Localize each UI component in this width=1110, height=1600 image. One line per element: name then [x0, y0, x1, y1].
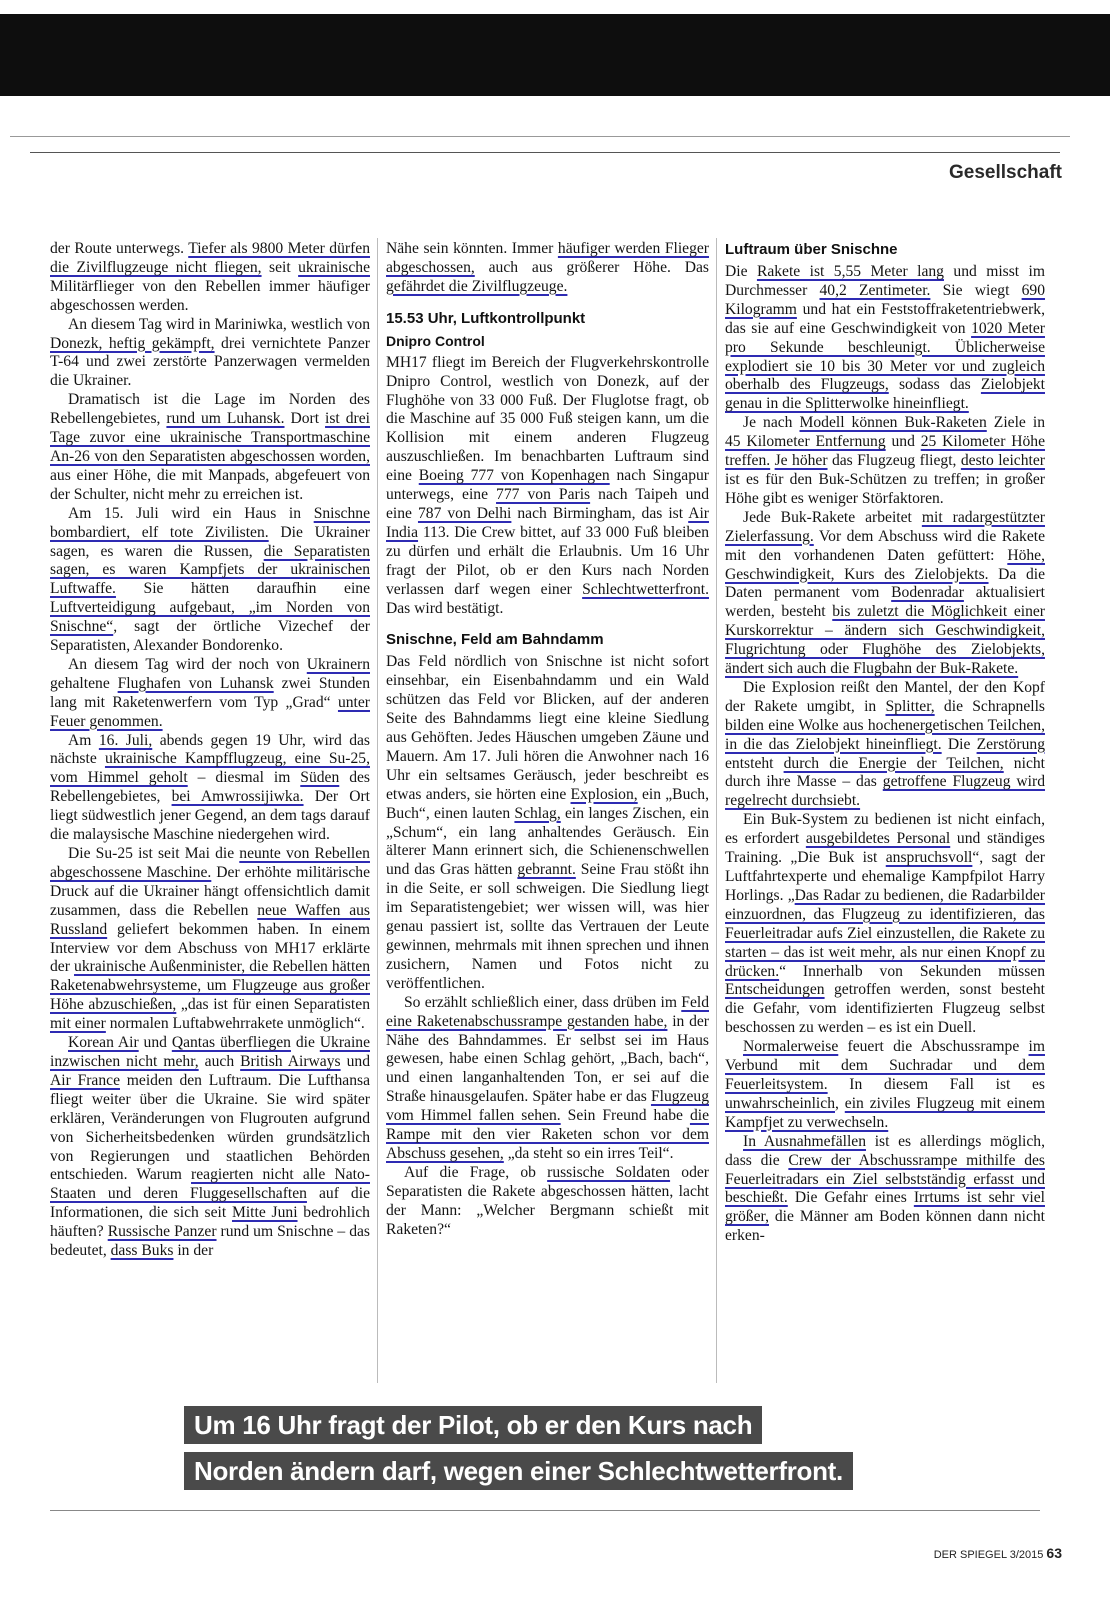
- paragraph: Ein Buk-System zu bedienen ist nicht einfach, es erfordert ausgebildetes Personal und ständiges Training. „Die Buk ist anspruchsvoll“, sagt der Luftfahrtexperte und ehemalige Kampfpilot Harry Horlings. „Das Radar zu bedienen, die Radarbilder einzuordnen, das Flugzeug zu identifizieren, das Feuerleitradar aufs Ziel einzustellen, die Rakete zu starten – das ist weit mehr, als nur einen Knopf zu drücken.“ Innerhalb von Sekunden müssen Entscheidungen getroffen werden, sonst besteht die Gefahr, vom identifizierten Flugzeug selbst beschossen zu werden – es ist ein Duell.: [725, 811, 1045, 1037]
- paragraph: Die Rakete ist 5,55 Meter lang und misst im Durchmesser 40,2 Zentimeter. Sie wiegt 690 Kilogramm und hat ein Feststoffraketentriebwerk, das sie auf eine Geschwindigkeit von 1020 Meter pro Sekunde beschleunigt. Üblicherweise explodiert sie 10 bis 30 Meter vor und zugleich oberhalb des Flugzeugs, sodass das Zielobjekt genau in die Splitterwolke hineinfliegt.: [725, 263, 1045, 413]
- subheading: Snischne, Feld am Bahndamm: [386, 631, 604, 649]
- paragraph: Die Explosion reißt den Mantel, der den Kopf der Rakete umgibt, in Splitter, die Schrapnells bilden eine Wolke aus hochenergetischen Teilchen, in die das Zielobjekt hineinfliegt. Die Zerstörung entsteht durch die Energie der Teilchen, nicht durch ihre Masse – das getroffene Flugzeug wird regelrecht durchsiebt.: [725, 678, 1046, 810]
- pull-quote-line-1: Um 16 Uhr fragt der Pilot, ob er den Kurs nach: [184, 1406, 762, 1444]
- paragraph: Auf die Frage, ob russische Soldaten oder Separatisten die Rakete abgeschossen hätten, lacht der Mann: „Welcher Bergmann schießt mit Raketen?“: [386, 1163, 709, 1238]
- page-footer: [934, 1545, 1062, 1561]
- paragraph: An diesem Tag wird in Mariniwka, westlich von Donezk, heftig gekämpft, drei vernichtete Panzer T-64 und zwei zerstörte Panzerwagen vermelden die Ukrainer.: [50, 315, 370, 390]
- section-title: Gesellschaft: [949, 162, 1062, 183]
- subheading-sub: Dnipro Control: [386, 332, 485, 349]
- paragraph: Die Su-25 ist seit Mai die neunte von Rebellen abgeschossene Maschine. Der erhöhte militärische Druck auf die Ukrainer hängt offensichtlich damit zusammen, dass die Rebellen neue Waffen aus Russland geliefert bekommen haben. In einem Interview vor dem Abschuss von MH17 erklärte der ukrainische Außenminister, die Rebellen hätten Raketenabwehrsysteme, um Flugzeuge aus großer Höhe abzuschießen, „das ist für einen Separatisten mit einer normalen Luftabwehrrakete unmöglich“.: [50, 845, 371, 1033]
- paragraph: Am 16. Juli, abends gegen 19 Uhr, wird das nächste ukrainische Kampfflugzeug, eine Su-25, vom Himmel geholt – diesmal im Süden des Rebellengebietes, bei Amwrossijiwka. Der Ort liegt südwestlich jener Gegend, an dem tags darauf die malaysische Maschine niedergehen wird.: [50, 731, 371, 844]
- paragraph: Normalerweise feuert die Abschussrampe im Verbund mit dem Suchradar und dem Feuerleitsystem. In diesem Fall ist es unwahrscheinlich, ein ziviles Flugzeug mit einem Kampfjet zu verwechseln.: [725, 1038, 1045, 1131]
- paragraph: Korean Air und Qantas überfliegen die Ukraine inzwischen nicht mehr, auch British Airways und Air France meiden den Luftraum. Die Lufthansa fliegt weiter über die Ukraine. Sie wird später erklären, Veränderungen von Flugrouten aufgrund von Sicherheitsbedenken würden grundsätzlich von Regierungen und staatlichen Behörden entschieden. Warum reagierten nicht alle Nato-Staaten und deren Fluggesellschaften auf die Informationen, die sich seit Mitte Juni bedrohlich häuften? Russische Panzer rund um Snischne – das bedeutet, dass Buks in der: [50, 1034, 371, 1260]
- header-rule: [30, 152, 1060, 153]
- article-column-2: [386, 240, 709, 1240]
- page-number: 63: [1046, 1545, 1062, 1561]
- paragraph: der Route unterwegs. Tiefer als 9800 Meter dürfen die Zivilflugzeuge nicht fliegen, seit ukrainische Militärflieger von den Rebellen immer häufiger abgeschossen werden.: [50, 240, 370, 314]
- paragraph: Je nach Modell können Buk-Raketen Ziele in 45 Kilometer Entfernung und 25 Kilometer Höhe treffen. Je höher das Flugzeug fliegt, desto leichter ist es für den Buk-Schützen zu treffen; in großer Höhe gibt es weniger Störfaktoren.: [725, 414, 1046, 507]
- page-fold-line: [10, 136, 1070, 137]
- subheading: 15.53 Uhr, Luftkontrollpunkt: [386, 309, 586, 327]
- article-column-1: [50, 240, 370, 1261]
- magazine-issue: DER SPIEGEL 3/2015: [933, 1549, 1044, 1561]
- paragraph: In Ausnahmefällen ist es allerdings möglich, dass die Crew der Abschussrampe mithilfe des Feuerleitradars ein Ziel selbstständig erfasst und beschießt. Die Gefahr eines Irrtums ist sehr viel größer, die Männer am Boden können dann nicht erken-: [725, 1132, 1045, 1245]
- scan-shadow-bar: [0, 14, 1110, 102]
- paragraph: Nähe sein könnten. Immer häufiger werden Flieger abgeschossen, auch aus größerer Höhe. Das gefährdet die Zivilflugzeuge.: [386, 240, 709, 295]
- column-separator: [716, 238, 717, 1383]
- column-separator: [377, 238, 378, 1383]
- article-column-3: [725, 240, 1045, 1246]
- page-top-edge: [0, 96, 1110, 136]
- subheading: Luftraum über Snischne: [725, 241, 898, 258]
- paragraph: Dramatisch ist die Lage im Norden des Rebellengebietes, rund um Luhansk. Dort ist drei Tage zuvor eine ukrainische Transportmaschine An-26 von den Separatisten abgeschossen worden, aus einer Höhe, die mit Manpads, abgefeuert von der Schulter, nicht mehr zu erreichen ist.: [50, 391, 370, 503]
- paragraph: An diesem Tag wird der noch von Ukrainern gehaltene Flughafen von Luhansk zwei Stunden lang mit Raketenwerfern vom Typ „Grad“ unter Feuer genommen.: [50, 655, 370, 730]
- footer-rule: [50, 1510, 1040, 1511]
- paragraph: Das Feld nördlich von Snischne ist nicht sofort einsehbar, ein Eisenbahndamm und ein Wald schützen das Feld vor Blicken, auf der anderen Seite des Bahndamms liegt eine kleine Siedlung aus Gehöften. Jedes Häuschen umgeben Zäune und Mauern. Am 17. Juli hören die Anwohner nach 16 Uhr ein seltsames Geräusch, jeder beschreibt es etwas anders, sie hörten eine Explosion, ein „Buch, Buch“, einen lauten Schlag, ein langes Zischen, ein „Schum“, ein lang anhaltendes Geräusch. Ein älterer Mann erinnert sich, die Schienenschwellen und das Gras hätten gebrannt. Seine Frau stößt ihn in die Seite, er soll schweigen. Die Siedlung liegt im Separatistengebiet; wer wissen will, was hier genau passiert ist, sollte das Vertrauen der Leute gewinnen, mehrmals mit ihnen sprechen und ihnen zusichern, Namen und Fotos nicht zu veröffentlichen.: [386, 653, 709, 992]
- paragraph: So erzählt schließlich einer, dass drüben im Feld eine Raketenabschussrampe gestanden habe, in der Nähe des Bahndammes. Er selbst sei im Haus gewesen, habe einen Schlag gehört, „Bach, bach“, und einen langanhaltenden Ton, er sei auf die Straße hinausgelaufen. Später habe er das Flugzeug vom Himmel fallen sehen. Sein Freund habe die Rampe mit den vier Raketen schon vor dem Abschuss gesehen, „da steht so ein irres Teil“.: [386, 993, 709, 1162]
- pull-quote-line-2: Norden ändern darf, wegen einer Schlechtwetterfront.: [184, 1452, 853, 1490]
- paragraph: Jede Buk-Rakete arbeitet mit radargestützter Zielerfassung. Vor dem Abschuss wird die Rakete mit den vorhandenen Daten gefüttert: Höhe, Geschwindigkeit, Kurs des Zielobjekts. Da die Daten permanent vom Bodenradar aktualisiert werden, besteht bis zuletzt die Möglichkeit einer Kurskorrektur – ändern sich Geschwindigkeit, Flugrichtung oder Flughöhe des Zielobjekts, ändert sich auch die Flugbahn der Buk-Rakete.: [725, 508, 1045, 678]
- paragraph: Am 15. Juli wird ein Haus in Snischne bombardiert, elf tote Zivilisten. Die Ukrainer sagen, es waren die Russen, die Separatisten sagen, es waren Kampfjets der ukrainischen Luftwaffe. Sie hätten daraufhin eine Luftverteidigung aufgebaut, „im Norden von Snischne“, sagt der örtliche Vizechef der Separatisten, Alexander Bondorenko.: [50, 504, 370, 655]
- paragraph: MH17 fliegt im Bereich der Flugverkehrskontrolle Dnipro Control, westlich von Donezk, auf der Flughöhe von 33 000 Fuß. Der Fluglotse fragt, ob die Maschine auf 35 000 Fuß steigen kann, um die Kollision mit einem anderen Flugzeug auszuschließen. Im benachbarten Luftraum sind eine Boeing 777 von Kopenhagen nach Singapur unterwegs, eine 777 von Paris nach Taipeh und eine 787 von Delhi nach Birmingham, das ist Air India 113. Die Crew bittet, auf 33 000 Fuß bleiben zu dürfen und erhält die Erlaubnis. Um 16 Uhr fragt der Pilot, ob er den Kurs nach Norden verlassen darf wegen einer Schlechtwetterfront. Das wird bestätigt.: [386, 353, 709, 617]
